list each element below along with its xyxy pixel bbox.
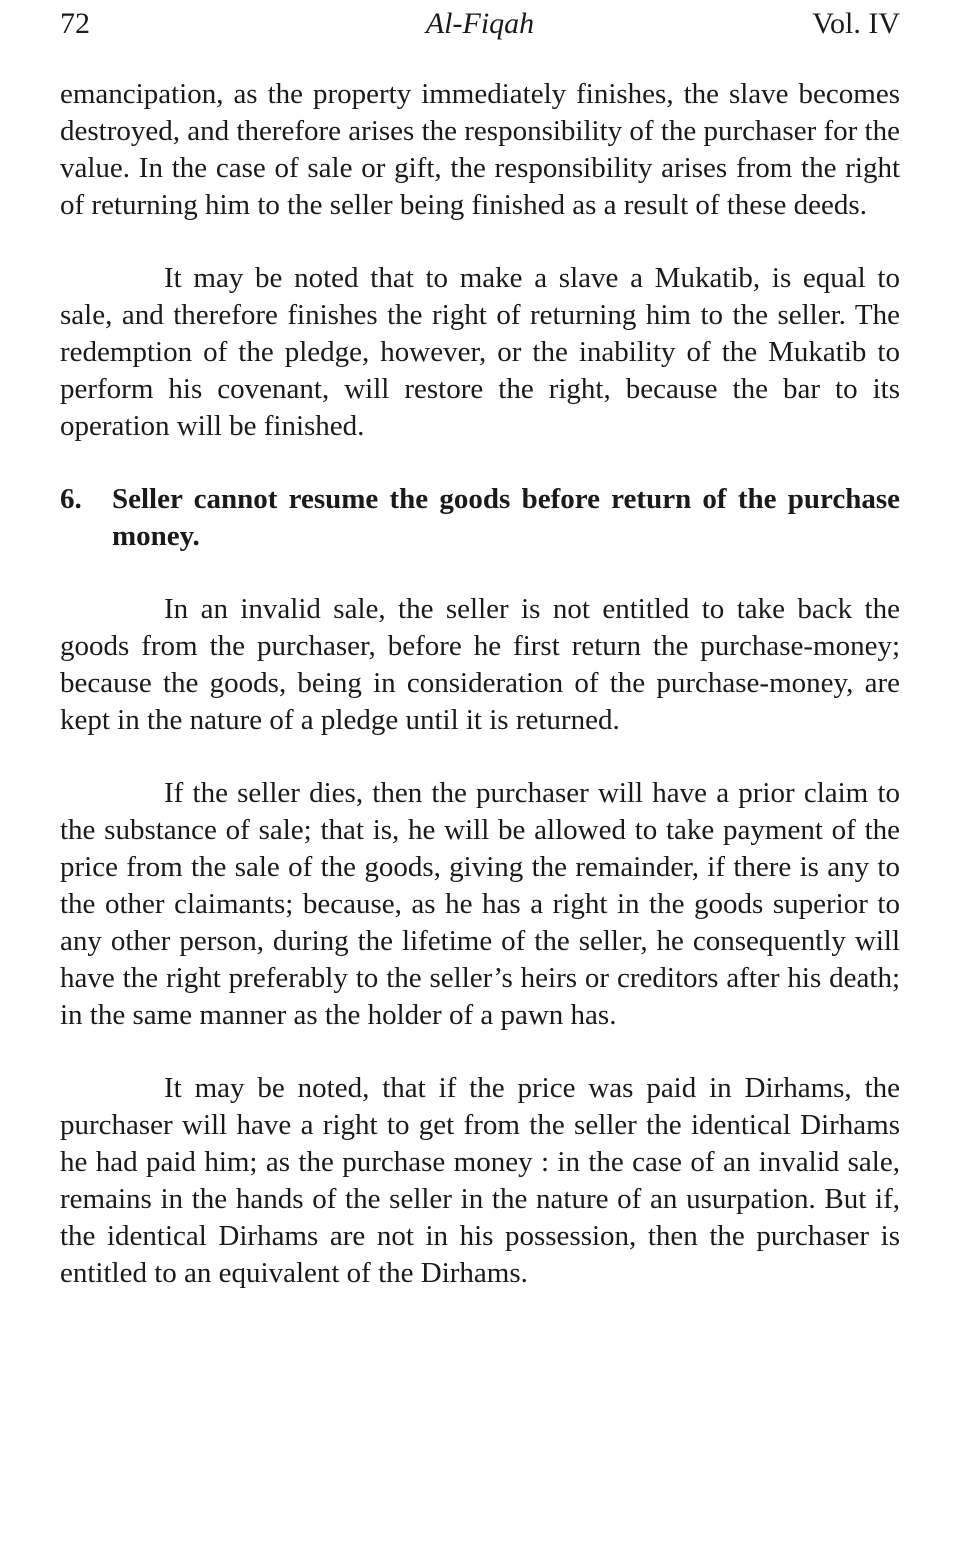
paragraph: If the seller dies, then the purchaser will have a prior claim to the substance of sale; that is, he will be allowed to take payment of the price from the sale of the goods, giving the remainder, if there is any to the other claimants; because, as he has a right in the goods superior to any other person, during the lifetime of the seller, he consequently will have the right preferably to the seller’s heirs or creditors after his death; in the same manner as the holder of a pawn has. <box>60 777 900 1031</box>
running-title: Al-Fiqah <box>425 7 535 40</box>
section-title: Seller cannot resume the goods before return of the purchase money. <box>112 483 900 552</box>
paragraph: It may be noted that to make a slave a Mukatib, is equal to sale, and therefore finishes the right of returning him to the seller. The redemption of the pledge, however, or the inability of the Mukatib to perform his covenant, will restore the right, because the bar to its operation will be finished. <box>60 262 900 442</box>
page-header <box>60 6 900 46</box>
volume-label: Vol. IV <box>812 7 900 40</box>
paragraph: It may be noted, that if the price was paid in Dirhams, the purchaser will have a right to get from the seller the identical Dirhams he had paid him; as the purchase money : in the case of an invalid sale, remains in the hands of the seller in the nature of an usurpation. But if, the identical Dirhams are not in his possession, then the purchaser is entitled to an equivalent of the Dirhams. <box>60 1072 900 1289</box>
section-number: 6. <box>60 483 82 515</box>
section-heading <box>60 481 900 555</box>
paragraph: In an invalid sale, the seller is not entitled to take back the goods from the purchaser, before he first return the purchase-money; because the goods, being in consideration of the purchase-money, are kept in the nature of a pledge until it is returned. <box>60 593 900 736</box>
page-number: 72 <box>60 7 90 40</box>
paragraph: emancipation, as the property immediately finishes, the slave becomes destroyed, and therefore arises the responsibility of the purchaser for the value. In the case of sale or gift, the responsibility arises from the right of returning him to the seller being finished as a result of these deeds. <box>60 78 900 221</box>
page-body <box>60 76 900 1292</box>
